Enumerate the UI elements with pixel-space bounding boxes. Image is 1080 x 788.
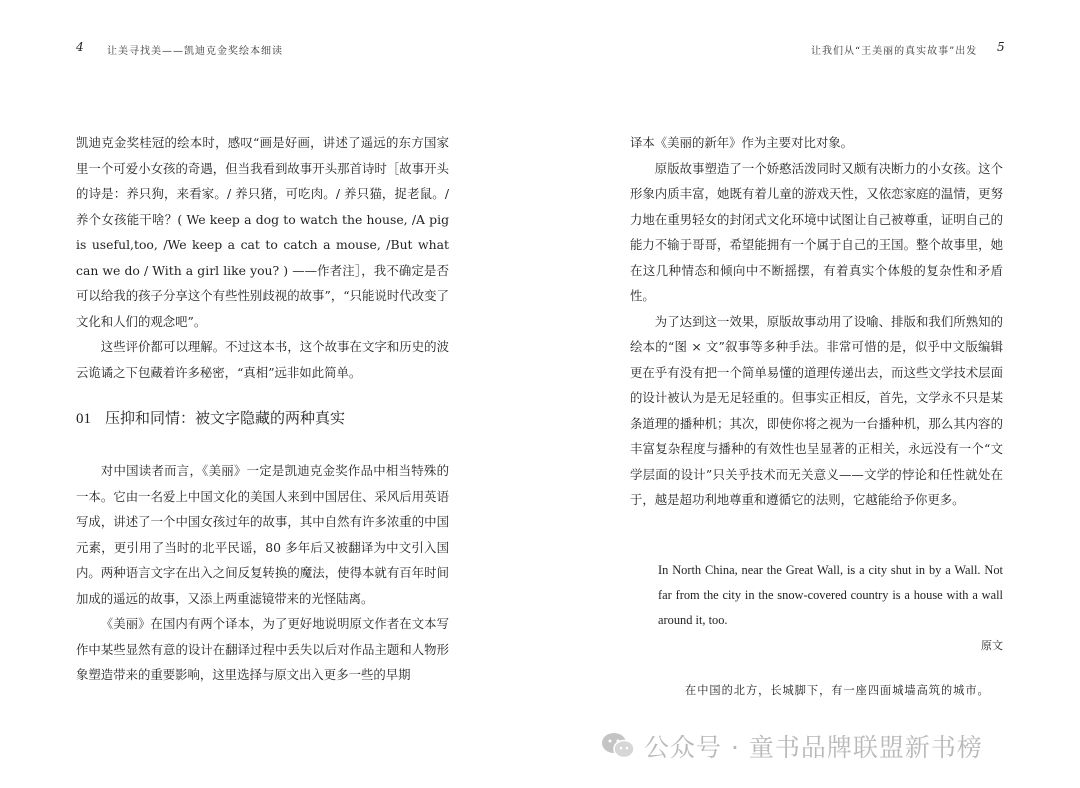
section-heading-number: 01: [76, 411, 91, 427]
left-paragraph-4: 《美丽》在国内有两个译本，为了更好地说明原文作者在文本写作中某些显然有意的设计在翻译过程中丢失以后对作品主题和人物形象塑造带来的重要影响，这里选择与原文出入更多一些的早期: [76, 616, 449, 682]
right-paragraph-3: 为了达到这一效果，原版故事动用了设喻、排版和我们所熟知的绘本的“图 × 文”叙事等多种手法。非常可惜的是，似乎中文版编辑更在乎有没有把一个简单易懂的道理传递出去，而这些文学技术层面的设计被认为是无足轻重的。但事实正相反，首先，文学永不只是某条道理的播种机；其次，即使你将之视为一台播种机，那么其内容的丰富复杂程度与播种的有效性也呈显著的正相关，永远没有一个“文学层面的设计”只关乎技术而无关意义——文学的悖论和任性就处在于，越是超功利地尊重和遵循它的法则，它越能给予你更多。: [630, 313, 1003, 507]
right-text-block: [630, 130, 1003, 513]
watermark-text: 公众号 · 童书品牌联盟新书榜: [644, 733, 983, 762]
english-quote-block: [658, 558, 1003, 658]
right-page: [540, 0, 1080, 788]
left-paragraph-2: 这些评价都可以理解。不过这本书，这个故事在文字和历史的波云诡谲之下包藏着许多秘密，“真相”远非如此简单。: [76, 339, 449, 380]
english-quote-text: In North China, near the Great Wall, is a city shut in by a Wall. Not far from the city in the snow-covered country is a house with a wall around it, too.: [658, 563, 1003, 627]
quote-source-label: 原文: [981, 639, 1003, 652]
wechat-icon: [600, 731, 636, 761]
section-heading-text: 压抑和同情：被文字隐藏的两种真实: [105, 409, 346, 427]
left-text-block-1: [76, 130, 449, 385]
right-page-number: 5: [997, 40, 1005, 54]
chinese-translation: 在中国的北方，长城脚下，有一座四面城墙高筑的城市。: [685, 684, 990, 697]
section-heading: [76, 407, 456, 428]
left-paragraph-1: 凯迪克金奖桂冠的绘本时，感叹“画是好画，讲述了遥远的东方国家里一个可爱小女孩的奇遇，但当我看到故事开头那首诗时［故事开头的诗是：养只狗，来看家。/ 养只猪，可吃肉。/ 养只猫，捉老鼠。/ 养个女孩能干啥？( We keep a dog to watch the house, /A pig is useful,too, /We keep a cat to catch a mouse, /But what can we do / With a girl like you? ) ——作者注］，我不确定是否可以给我的孩子分享这个有些性别歧视的故事”，“只能说时代改变了文化和人们的观念吧”。: [76, 135, 449, 329]
right-running-title: 让我们从“王美丽的真实故事”出发: [811, 46, 978, 57]
right-paragraph-2: 原版故事塑造了一个娇憨活泼同时又颇有决断力的小女孩。这个形象内质丰富，她既有着儿童的游戏天性，又依恋家庭的温情，更努力地在重男轻女的封闭式文化环境中试图让自己被尊重，证明自己的能力不输于哥哥，希望能拥有一个属于自己的王国。整个故事里，她在这几种情态和倾向中不断摇摆，有着真实个体般的复杂性和矛盾性。: [630, 160, 1003, 303]
left-page-number: 4: [76, 40, 84, 54]
left-text-block-2: [76, 458, 449, 688]
right-paragraph-1: 译本《美丽的新年》作为主要对比对象。: [630, 135, 854, 150]
left-running-title: 让美寻找美——凯迪克金奖绘本细读: [107, 46, 283, 57]
left-paragraph-3: 对中国读者而言，《美丽》一定是凯迪克金奖作品中相当特殊的一本。它由一名爱上中国文化的美国人来到中国居住、采风后用英语写成，讲述了一个中国女孩过年的故事，其中自然有许多浓重的中国元素，更引用了当时的北平民谣，80 多年后又被翻译为中文引入国内。两种语言文字在出入之间反复转换的魔法，使得本就有百年时间加成的遥远的故事，又添上两重滤镜带来的光怪陆离。: [76, 463, 449, 606]
watermark: [600, 728, 983, 764]
